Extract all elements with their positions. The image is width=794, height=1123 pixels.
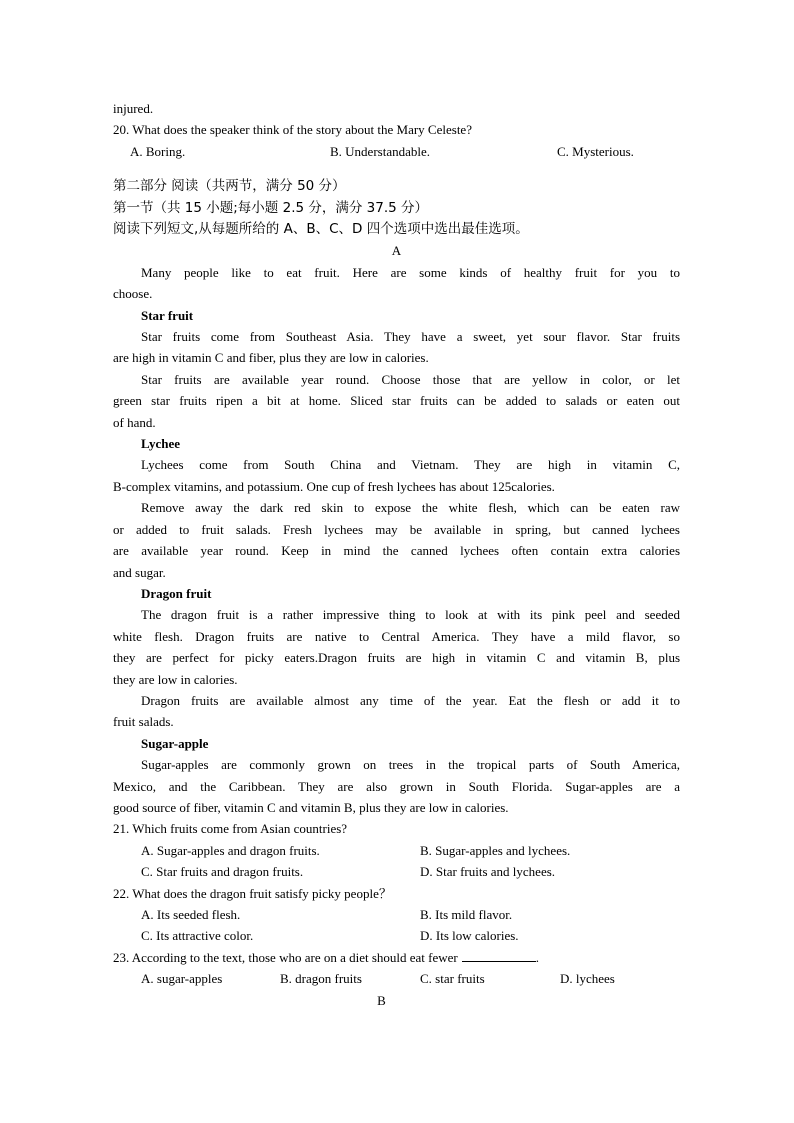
paragraph-line: choose. xyxy=(113,286,153,302)
q23-option-b: B. dragon fruits xyxy=(280,971,362,987)
star-fruit-paragraph-2 xyxy=(113,369,680,433)
q22-option-a: A. Its seeded flesh. xyxy=(141,906,241,922)
q21-option-c: C. Star fruits and dragon fruits. xyxy=(141,864,304,880)
q21-option-b: B. Sugar-apples and lychees. xyxy=(420,842,571,858)
passage-b-label: B xyxy=(377,992,386,1008)
q23-stem-end: . xyxy=(535,949,540,965)
passage-a-intro xyxy=(113,262,680,305)
question-23-stem xyxy=(113,947,680,968)
paragraph-line: white flesh. Dragon fruits are native to Central America. They have a mild flavor, so xyxy=(113,628,680,644)
paragraph-line: green star fruits ripen a bit at home. Sliced star fruits can be added to salads or eaten out xyxy=(113,393,680,409)
paragraph-line: B-complex vitamins, and potassium. One cup of fresh lychees has about 125calories. xyxy=(113,478,555,494)
paragraph-line: and sugar. xyxy=(113,564,166,580)
lychee-paragraph-1 xyxy=(113,454,680,497)
question-23-options xyxy=(113,968,680,989)
paragraph-line: of hand. xyxy=(113,414,156,430)
paragraph-line: are available year round. Keep in mind the canned lychees often contain extra calories xyxy=(113,543,680,559)
paragraph-line: fruit salads. xyxy=(113,714,174,730)
paragraph-line: Star fruits are available year round. Choose those that are yellow in color, or let xyxy=(141,371,680,387)
q21-option-d: D. Star fruits and lychees. xyxy=(420,864,556,880)
paragraph-line: Mexico, and the Caribbean. They are also grown in South Florida. Sugar-apples are a xyxy=(113,778,680,794)
paragraph-line: are high in vitamin C and fiber, plus they are low in calories. xyxy=(113,350,429,366)
paragraph-line: The dragon fruit is a rather impressive thing to look at with its pink peel and seeded xyxy=(141,607,680,623)
dragon-fruit-paragraph-2 xyxy=(113,690,680,733)
dragon-fruit-heading: Dragon fruit xyxy=(141,585,212,601)
q20-option-a: A. Boring. xyxy=(130,143,186,159)
previous-text-tail: injured. xyxy=(113,101,154,116)
paragraph-line: Dragon fruits are available almost any time of the year. Eat the flesh or add it to xyxy=(141,692,680,708)
lychee-paragraph-2 xyxy=(113,497,680,583)
question-20-options xyxy=(113,141,680,162)
q20-option-c: C. Mysterious. xyxy=(557,143,634,159)
question-22-options-row-2 xyxy=(113,925,680,946)
q21-option-a: A. Sugar-apples and dragon fruits. xyxy=(141,842,320,858)
paragraph-line: good source of fiber, vitamin C and vitamin B, plus they are low in calories. xyxy=(113,799,509,815)
part2-title: 第二部分 阅读（共两节，满分 50 分） xyxy=(113,178,346,195)
q23-option-a: A. sugar-apples xyxy=(141,971,223,987)
q23-stem-text: 23. According to the text, those who are on a diet should eat fewer xyxy=(113,949,458,965)
q20-option-b: B. Understandable. xyxy=(330,143,431,159)
q22-option-c: C. Its attractive color. xyxy=(141,928,254,944)
paragraph-line: Lychees come from South China and Vietnam. They are high in vitamin C, xyxy=(141,457,680,473)
reading-instruction: 阅读下列短文,从每题所给的 A、B、C、D 四个选项中选出最佳选项。 xyxy=(113,221,529,238)
question-22-options-row-1 xyxy=(113,904,680,925)
section1-title: 第一节（共 15 小题;每小题 2.5 分，满分 37.5 分） xyxy=(113,199,429,216)
spacer xyxy=(113,162,680,176)
answer-blank xyxy=(462,949,536,962)
paragraph-line: or added to fruit salads. Fresh lychees may be available in spring, but canned lychees xyxy=(113,521,680,537)
q22-option-b: B. Its mild flavor. xyxy=(420,906,513,922)
q23-option-c: C. star fruits xyxy=(420,971,485,987)
question-21-options-row-2 xyxy=(113,861,680,882)
paragraph-line: Star fruits come from Southeast Asia. They have a sweet, yet sour flavor. Star fruits xyxy=(141,329,680,345)
sugar-apple-paragraph-1 xyxy=(113,754,680,818)
paragraph-line: they are low in calories. xyxy=(113,671,238,687)
question-20-stem: 20. What does the speaker think of the story about the Mary Celeste? xyxy=(113,122,472,138)
question-21-stem: 21. Which fruits come from Asian countries? xyxy=(113,821,348,837)
q22-option-d: D. Its low calories. xyxy=(420,928,519,944)
question-21-options-row-1 xyxy=(113,840,680,861)
lychee-heading: Lychee xyxy=(141,436,180,452)
question-22-stem: 22. What does the dragon fruit satisfy picky people？ xyxy=(113,885,392,901)
paragraph-line: Sugar-apples are commonly grown on trees in the tropical parts of South America, xyxy=(141,757,680,773)
dragon-fruit-paragraph-1 xyxy=(113,604,680,690)
paragraph-line: they are perfect for picky eaters.Dragon fruits are high in vitamin C and vitamin B, plus xyxy=(113,650,680,666)
passage-a-label: A xyxy=(391,243,402,259)
q23-option-d: D. lychees xyxy=(560,971,615,987)
sugar-apple-heading: Sugar-apple xyxy=(141,735,209,751)
exam-page xyxy=(113,98,680,1011)
star-fruit-paragraph-1 xyxy=(113,326,680,369)
paragraph-line: Remove away the dark red skin to expose the white flesh, which can be eaten raw xyxy=(141,500,680,516)
paragraph-line: Many people like to eat fruit. Here are some kinds of healthy fruit for you to xyxy=(141,264,680,280)
star-fruit-heading: Star fruit xyxy=(141,307,194,323)
